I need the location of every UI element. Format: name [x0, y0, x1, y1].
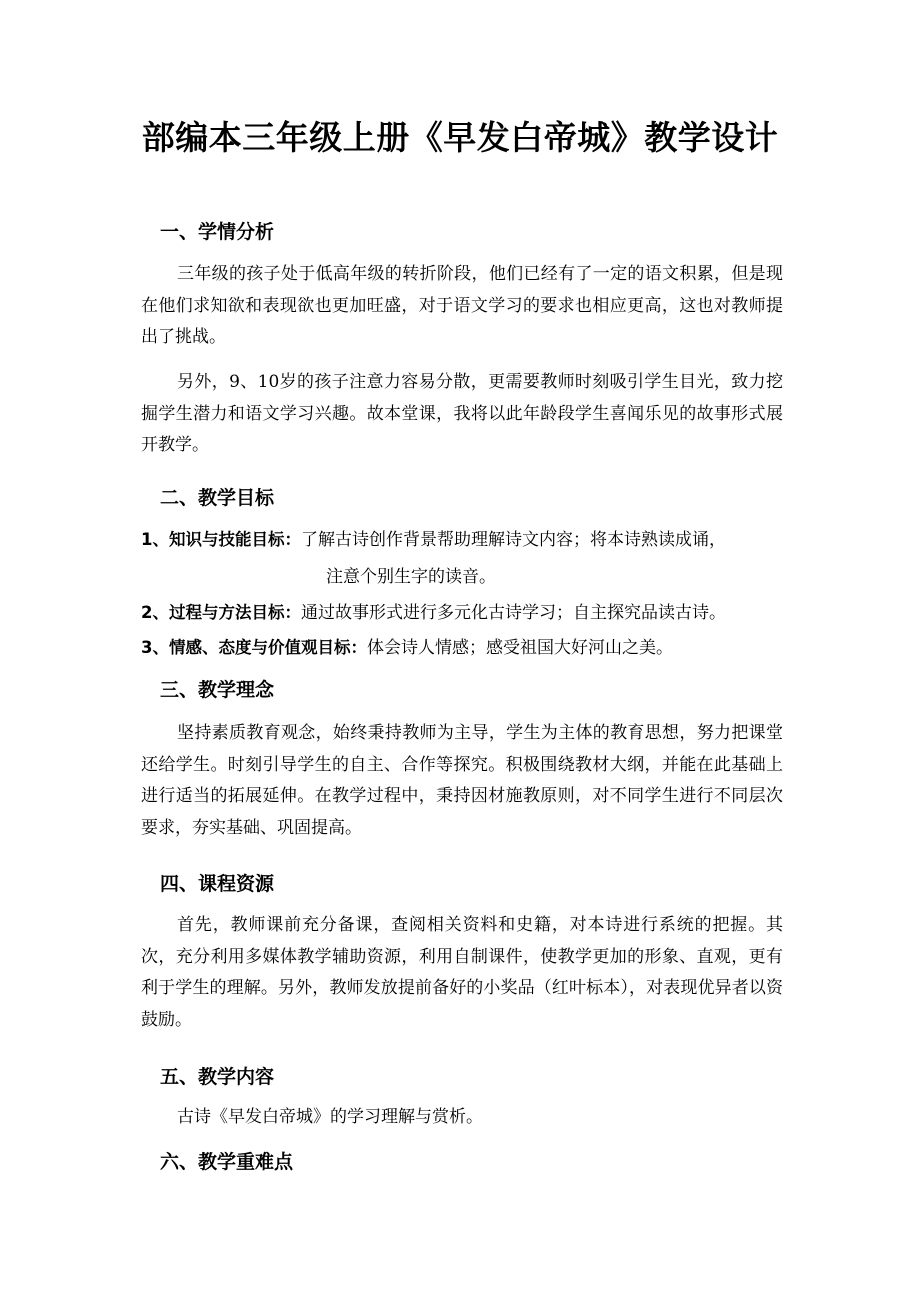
section-heading-key-difficulties: 六、教学重难点 [160, 1151, 294, 1173]
paragraph: 坚持素质教育观念，始终秉持教师为主导，学生为主体的教育思想，努力把课堂还给学生。时刻引导学生的自主、合作等探究。积极围绕教材大纲，并能在此基础上进行适当的拓展延伸。在教学过程中，秉持因材施教原则，对不同学生进行不同层次要求，夯实基础、巩固提高。 [141, 723, 783, 838]
goal-item [141, 632, 801, 665]
section-heading-teaching-goals: 二、教学目标 [160, 487, 275, 509]
goal-label: 3、情感、态度与价值观目标： [141, 638, 367, 657]
goal-item [141, 524, 801, 557]
goal-text: 了解古诗创作背景帮助理解诗文内容；将本诗熟读成诵， [300, 530, 726, 550]
paragraph: 古诗《早发白帝城》的学习理解与赏析。 [177, 1107, 483, 1127]
section-heading-learner-analysis: 一、学情分析 [160, 221, 275, 243]
section-heading-teaching-philosophy: 三、教学理念 [160, 679, 275, 701]
goal-item [141, 597, 801, 630]
section-heading-course-resources: 四、课程资源 [160, 873, 275, 895]
section-heading-teaching-content: 五、教学内容 [160, 1066, 275, 1088]
paragraph: 另外，9、10岁的孩子注意力容易分散，更需要教师时刻吸引学生目光，致力挖掘学生潜力和语文学习兴趣。故本堂课，我将以此年龄段学生喜闻乐见的故事形式展开教学。 [141, 372, 783, 455]
goal-label: 1、知识与技能目标： [141, 530, 301, 549]
paragraph: 三年级的孩子处于低高年级的转折阶段，他们已经有了一定的语文积累，但是现在他们求知欲和表现欲也更加旺盛，对于语文学习的要求也相应更高，这也对教师提出了挑战。 [141, 264, 783, 347]
goal-text-continuation: 注意个别生字的读音。 [326, 567, 496, 587]
goal-label: 2、过程与方法目标： [141, 603, 301, 622]
paragraph: 首先，教师课前充分备课，查阅相关资料和史籍，对本诗进行系统的把握。其次，充分利用多媒体教学辅助资源，利用自制课件，使教学更加的形象、直观，更有利于学生的理解。另外，教师发放提前备好的小奖品（红叶标本），对表现优异者以资鼓励。 [141, 915, 783, 1030]
document-title: 部编本三年级上册《早发白帝城》教学设计 [141, 118, 779, 157]
goal-text: 体会诗人情感；感受祖国大好河山之美。 [366, 638, 673, 658]
goal-text: 通过故事形式进行多元化古诗学习；自主探究品读古诗。 [300, 603, 726, 623]
